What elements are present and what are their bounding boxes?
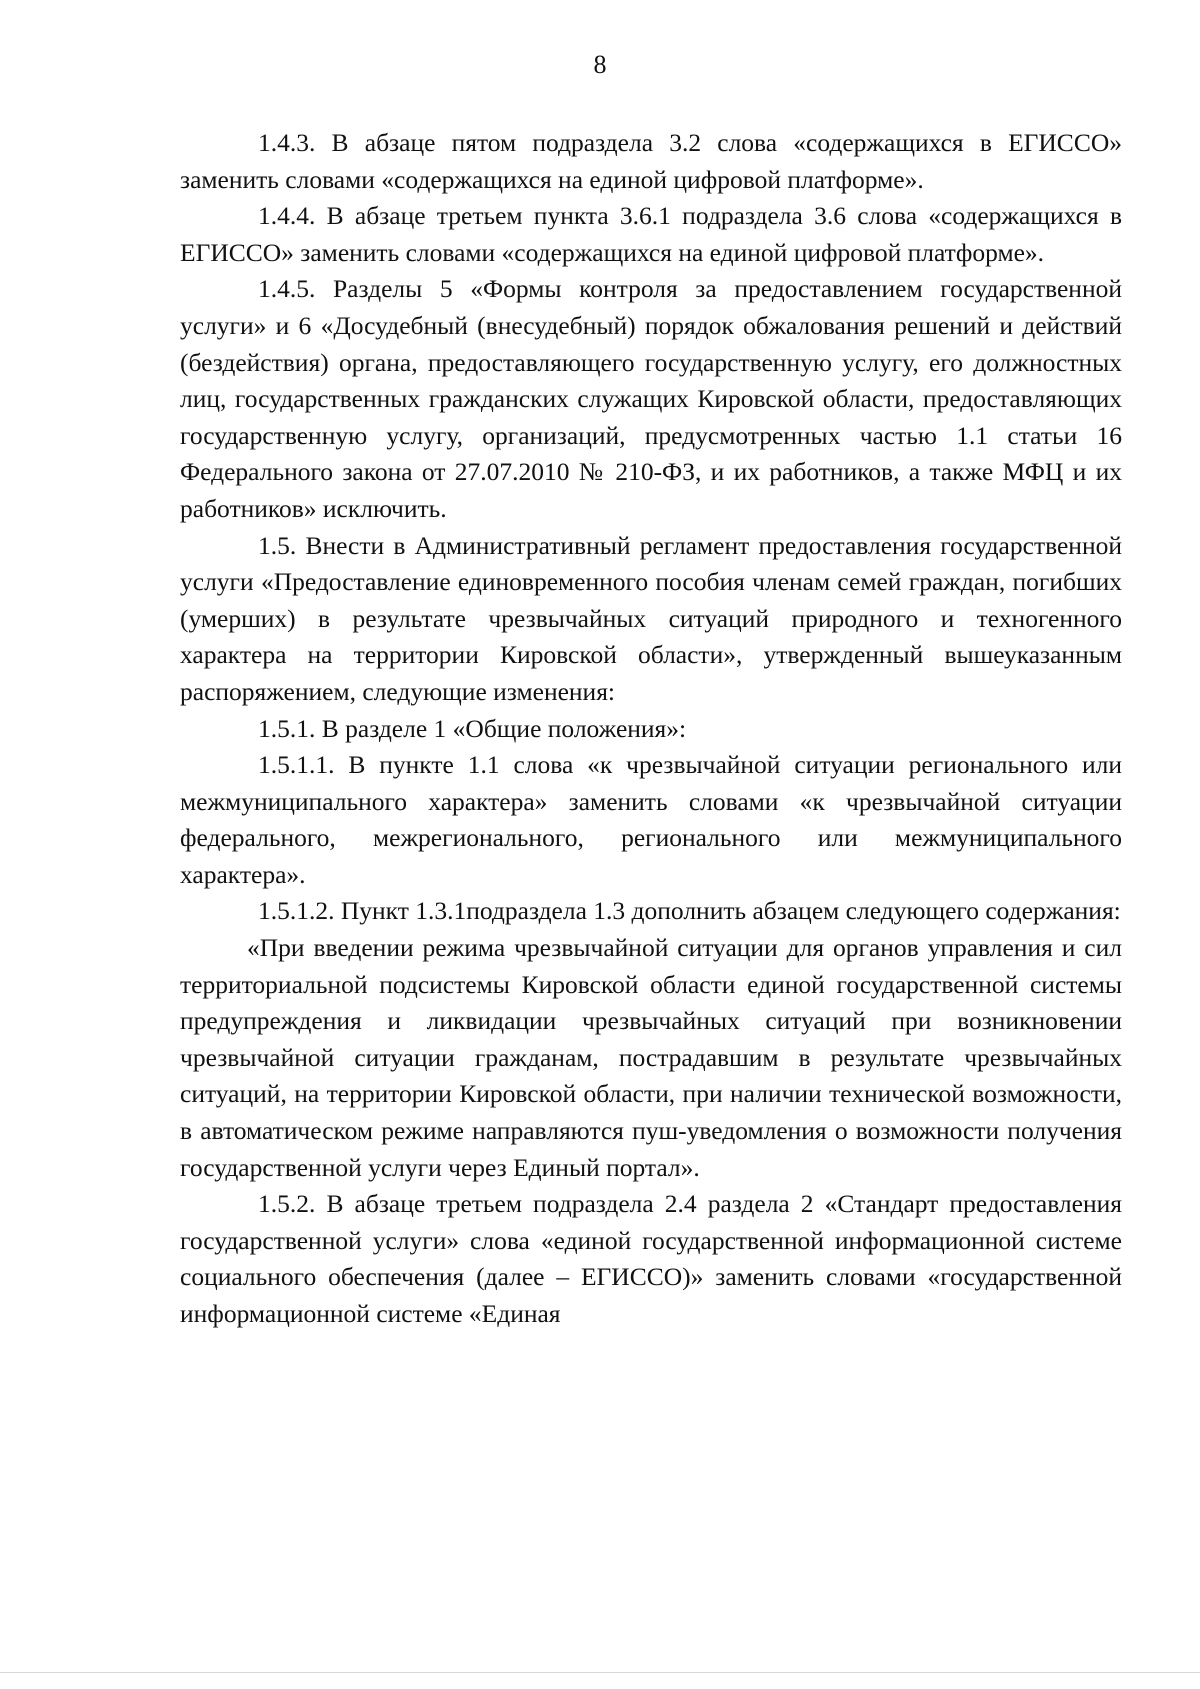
paragraph-1-5-1-1: 1.5.1.1. В пункте 1.1 слова «к чрезвычайной ситуации регионального или межмуниципального характера» заменить словами «к чрезвычайной ситуации федерального, межрегионального, регионального или межмуниципального характера». (180, 750, 1122, 889)
paragraph-1-5-1: 1.5.1. В разделе 1 «Общие положения»: (258, 713, 687, 743)
document-body (180, 125, 1122, 1333)
paragraph-1-5-1-2: 1.5.1.2. Пункт 1.3.1подраздела 1.3 дополнить абзацем следующего содержания: (258, 896, 1121, 926)
paragraph-1-5-2: 1.5.2. В абзаце третьем подраздела 2.4 раздела 2 «Стандарт предоставления государственной услуги» слова «единой государственной информационной системе социального обеспечения (далее – ЕГИССО)» заменить словами «государственной информационной системе «Единая (180, 1189, 1122, 1328)
page-number: 8 (593, 50, 607, 79)
scan-edge-line (0, 1672, 1200, 1673)
paragraph-1-4-4: 1.4.4. В абзаце третьем пункта 3.6.1 подраздела 3.6 слова «содержащихся в ЕГИССО» заменить словами «содержащихся на единой цифровой платформе». (180, 201, 1122, 267)
paragraph-1-5: 1.5. Внести в Административный регламент предоставления государственной услуги «Предоставление единовременного пособия членам семей граждан, погибших (умерших) в результате чрезвычайных ситуаций природного и техногенного характера на территории Кировской области», утвержденный вышеуказанным распоряжением, следующие изменения: (180, 530, 1122, 706)
paragraph-1-4-5: 1.4.5. Разделы 5 «Формы контроля за предоставлением государственной услуги» и 6 «Досудебный (внесудебный) порядок обжалования решений и действий (бездействия) органа, предоставляющего государственную услугу, его должностных лиц, государственных гражданских служащих Кировской области, предоставляющих государственную услугу, организаций, предусмотренных частью 1.1 статьи 16 Федерального закона от 27.07.2010 № 210-ФЗ, и их работников, а также МФЦ и их работников» исключить. (180, 274, 1122, 523)
paragraph-1-4-3: 1.4.3. В абзаце пятом подраздела 3.2 слова «содержащихся в ЕГИССО» заменить словами «содержащихся на единой цифровой платформе». (180, 128, 1122, 194)
paragraph-quoted-addition: «При введении режима чрезвычайной ситуации для органов управления и сил территориальной подсистемы Кировской области единой государственной системы предупреждения и ликвидации чрезвычайных ситуаций при возникновении чрезвычайной ситуации гражданам, пострадавшим в результате чрезвычайных ситуаций, на территории Кировской области, при наличии технической возможности, в автоматическом режиме направляются пуш-уведомления о возможности получения государственной услуги через Единый портал». (180, 933, 1122, 1182)
